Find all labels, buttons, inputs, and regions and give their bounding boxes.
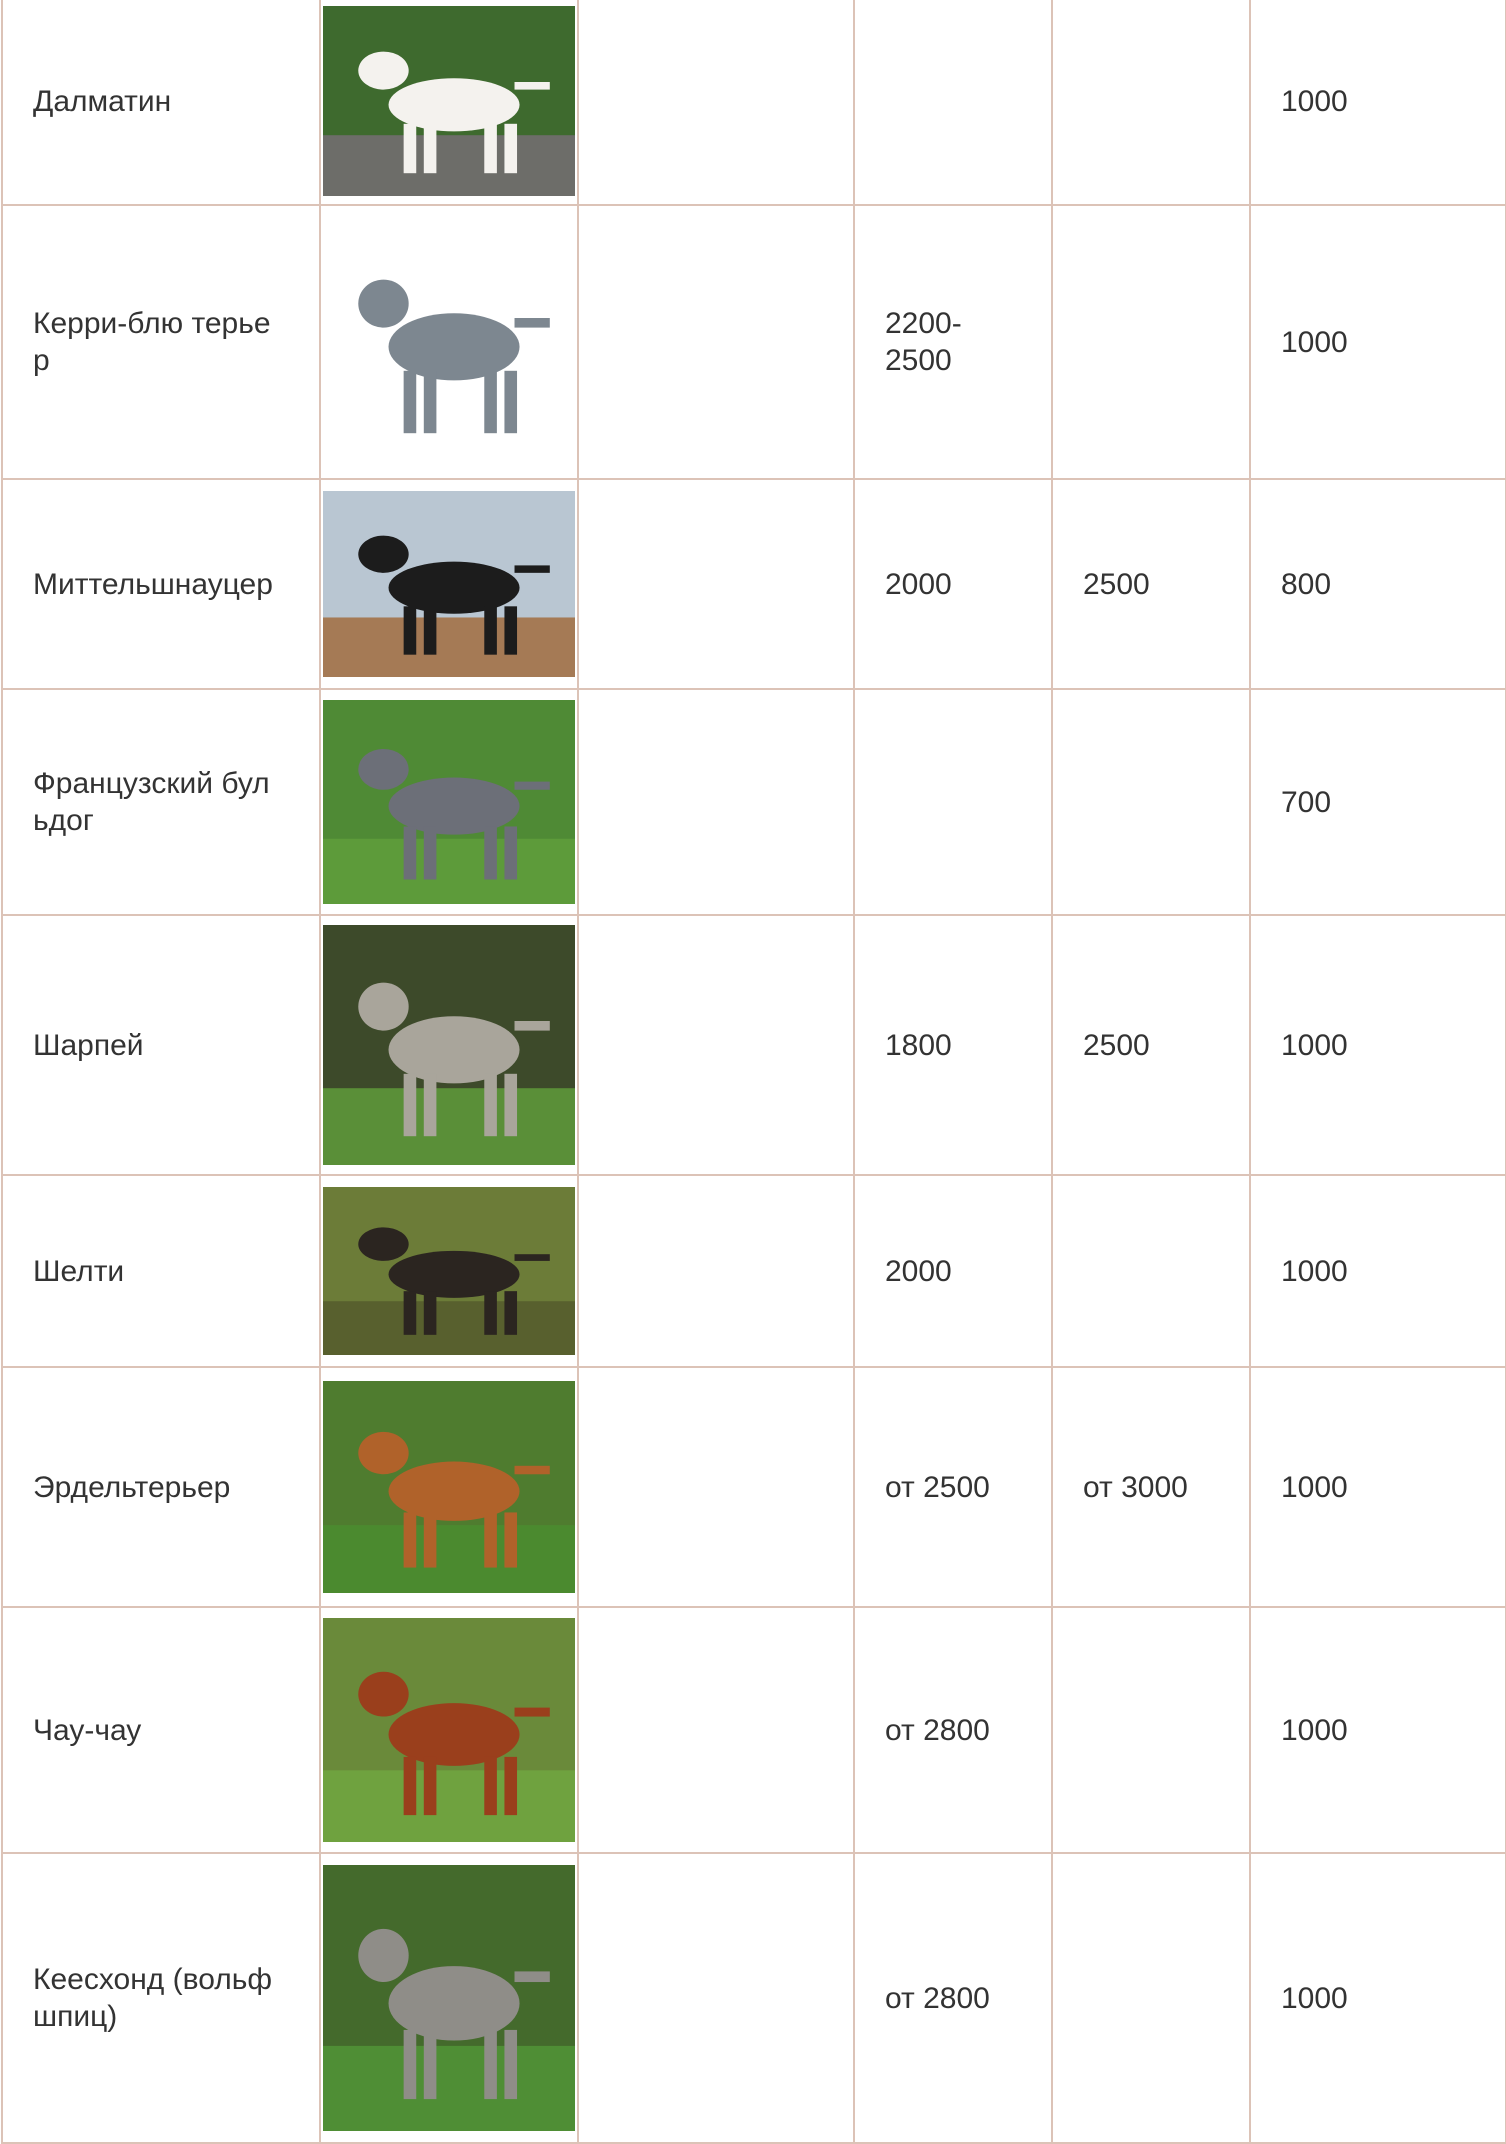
- breed-name: Эрдельтерьер: [33, 1470, 231, 1504]
- price-cell-2: [1052, 1367, 1250, 1607]
- price-value-2: 2500: [1083, 567, 1150, 601]
- price-cell-3: [1250, 689, 1506, 915]
- price-cell-3: [1250, 205, 1506, 479]
- price-cell-2: [1052, 1607, 1250, 1853]
- empty-cell: [578, 1175, 854, 1367]
- price-cell-3: [1250, 1853, 1506, 2143]
- chow-chow-photo: [323, 1618, 575, 1842]
- photo-cell: [320, 479, 578, 689]
- photo-cell: [320, 0, 578, 205]
- sheltie-photo: [323, 1187, 575, 1355]
- table-row: [2, 205, 1506, 479]
- breed-cell: [2, 1175, 320, 1367]
- price-value-3: 1000: [1281, 1028, 1348, 1062]
- price-value-3: 800: [1281, 567, 1332, 601]
- price-cell-1: [854, 479, 1052, 689]
- breed-cell: [2, 479, 320, 689]
- price-cell-3: [1250, 1175, 1506, 1367]
- price-cell-1: [854, 0, 1052, 205]
- price-value-3: 700: [1281, 785, 1332, 819]
- empty-cell: [578, 1853, 854, 2143]
- price-value-3: 1000: [1281, 84, 1348, 118]
- empty-cell: [578, 205, 854, 479]
- price-cell-1: [854, 1367, 1052, 1607]
- photo-cell: [320, 205, 578, 479]
- photo-cell: [320, 915, 578, 1175]
- price-cell-2: [1052, 689, 1250, 915]
- breed-cell: [2, 0, 320, 205]
- price-cell-2: [1052, 205, 1250, 479]
- grooming-price-table: [1, 0, 1506, 2144]
- empty-cell: [578, 479, 854, 689]
- table-row: [2, 915, 1506, 1175]
- price-value-1: от 2800: [885, 1713, 990, 1747]
- price-cell-1: [854, 1607, 1052, 1853]
- price-value-1: 2000: [885, 1254, 952, 1288]
- photo-cell: [320, 1367, 578, 1607]
- price-value-1: от 2500: [885, 1470, 990, 1504]
- breed-name: Шарпей: [33, 1028, 144, 1062]
- breed-name: Миттельшнауцер: [33, 567, 273, 601]
- breed-name: Далматин: [33, 84, 172, 118]
- table-row: [2, 1607, 1506, 1853]
- empty-cell: [578, 0, 854, 205]
- keeshond-photo: [323, 1865, 575, 2131]
- price-cell-1: [854, 689, 1052, 915]
- breed-cell: [2, 915, 320, 1175]
- photo-cell: [320, 1853, 578, 2143]
- breed-name: Шелти: [33, 1254, 125, 1288]
- price-cell-2: [1052, 0, 1250, 205]
- price-cell-3: [1250, 0, 1506, 205]
- price-cell-2: [1052, 1853, 1250, 2143]
- table-row: [2, 689, 1506, 915]
- table-row: [2, 479, 1506, 689]
- price-cell-1: [854, 1853, 1052, 2143]
- price-cell-3: [1250, 915, 1506, 1175]
- price-cell-2: [1052, 479, 1250, 689]
- breed-cell: [2, 1853, 320, 2143]
- dalmatian-photo: [323, 6, 575, 196]
- breed-cell: [2, 1367, 320, 1607]
- table-row: [2, 1367, 1506, 1607]
- kerry-blue-terrier-photo: [323, 222, 575, 462]
- price-value-3: 1000: [1281, 1713, 1348, 1747]
- table-row: [2, 1175, 1506, 1367]
- price-value-1: 1800: [885, 1028, 952, 1062]
- photo-cell: [320, 1175, 578, 1367]
- empty-cell: [578, 689, 854, 915]
- table-row: [2, 0, 1506, 205]
- price-value-2: 2500: [1083, 1028, 1150, 1062]
- price-value-3: 1000: [1281, 325, 1348, 359]
- airedale-photo: [323, 1381, 575, 1593]
- price-value-2: от 3000: [1083, 1470, 1188, 1504]
- price-value-3: 1000: [1281, 1254, 1348, 1288]
- price-value-3: 1000: [1281, 1981, 1348, 2015]
- table-row: [2, 1853, 1506, 2143]
- price-cell-1: [854, 1175, 1052, 1367]
- breed-cell: [2, 1607, 320, 1853]
- breed-name: Кеесхонд (вольфшпиц): [33, 1963, 273, 2033]
- empty-cell: [578, 915, 854, 1175]
- empty-cell: [578, 1607, 854, 1853]
- breed-name: Чау-чау: [33, 1713, 142, 1747]
- empty-cell: [578, 1367, 854, 1607]
- price-value-1: от 2800: [885, 1981, 990, 2015]
- photo-cell: [320, 1607, 578, 1853]
- breed-name: Керри-блю терьер: [33, 307, 271, 377]
- price-cell-3: [1250, 1607, 1506, 1853]
- price-value-3: 1000: [1281, 1470, 1348, 1504]
- price-value-1: 2200-2500: [885, 307, 962, 377]
- price-cell-1: [854, 205, 1052, 479]
- price-value-1: 2000: [885, 567, 952, 601]
- breed-name: Французский бульдог: [33, 767, 270, 837]
- price-cell-3: [1250, 479, 1506, 689]
- price-cell-2: [1052, 1175, 1250, 1367]
- price-cell-2: [1052, 915, 1250, 1175]
- breed-cell: [2, 205, 320, 479]
- price-cell-3: [1250, 1367, 1506, 1607]
- breed-cell: [2, 689, 320, 915]
- french-bulldog-photo: [323, 700, 575, 904]
- sharpei-photo: [323, 925, 575, 1165]
- price-cell-1: [854, 915, 1052, 1175]
- photo-cell: [320, 689, 578, 915]
- schnauzer-photo: [323, 491, 575, 677]
